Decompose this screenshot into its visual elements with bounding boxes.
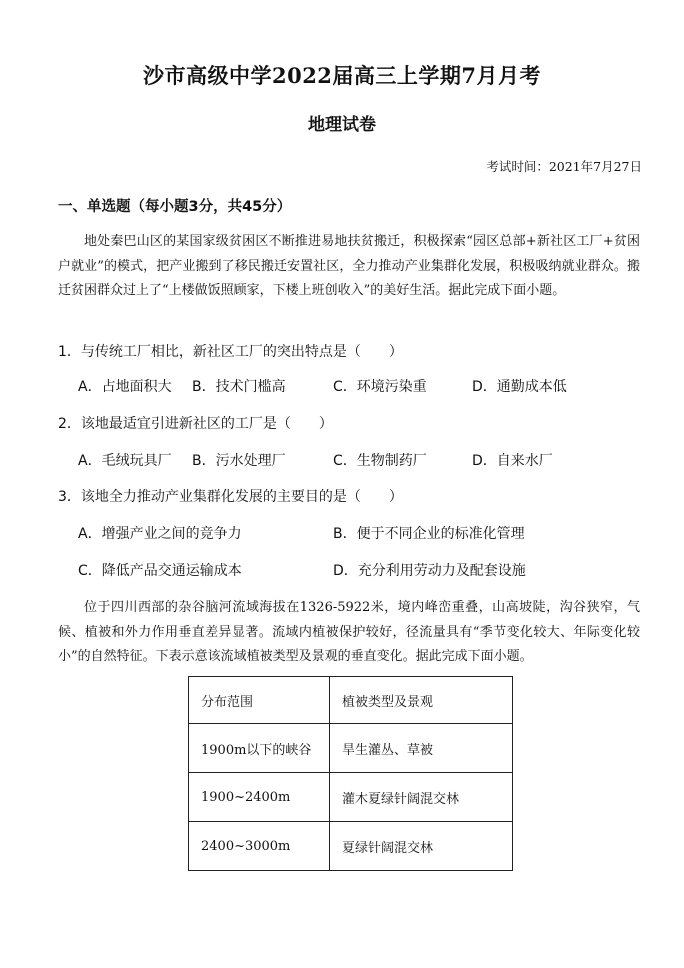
table-cell: 2400~3000m [189, 822, 330, 871]
table-cell: 灌木夏绿针阔混交林 [330, 773, 513, 822]
page-subtitle: 地理试卷 [308, 115, 376, 135]
question-1-stem: 1．与传统工厂相比，新社区工厂的突出特点是（ ） [58, 344, 403, 360]
question-3-option-c: C．降低产品交通运输成本 [78, 563, 242, 579]
passage-1: 地处秦巴山区的某国家级贫困区不断推进易地扶贫搬迁，积极探索“园区总部+新社区工厂+贫困户就业”的模式，把产业搬到了移民搬迁安置社区，全力推动产业集群化发展，积极吸纳就业群众。搬迁贫困群众过上了“上楼做饭照顾家，下楼上班创收入”的美好生活。据此完成下面小题。 [58, 234, 640, 298]
question-2-option-a: A．毛绒玩具厂 [78, 453, 172, 469]
section-heading: 一、单选题（每小题3分，共45分） [58, 199, 292, 215]
vegetation-table [188, 676, 513, 871]
question-3-stem: 3．该地全力推动产业集群化发展的主要目的是（ ） [58, 489, 403, 505]
question-2-option-b: B．污水处理厂 [192, 453, 286, 469]
table-row [189, 724, 513, 773]
question-1-option-b: B．技术门槛高 [192, 379, 286, 395]
question-3-option-b: B．便于不同企业的标准化管理 [333, 526, 525, 542]
table-row [189, 773, 513, 822]
table-cell: 1900~2400m [189, 773, 330, 822]
table-row [189, 822, 513, 871]
question-3-option-a: A．增强产业之间的竞争力 [78, 526, 242, 542]
question-3-option-d: D．充分利用劳动力及配套设施 [333, 563, 526, 579]
exam-time: 考试时间：2021年7月27日 [486, 159, 642, 174]
table-cell: 夏绿针阔混交林 [330, 822, 513, 871]
question-1-option-a: A．占地面积大 [78, 379, 172, 395]
table-header-cell: 植被类型及景观 [330, 677, 513, 724]
question-1-option-c: C．环境污染重 [333, 379, 427, 395]
question-1-option-d: D．通勤成本低 [472, 379, 567, 395]
table-cell: 1900m以下的峡谷 [189, 724, 330, 773]
table-header-cell: 分布范围 [189, 677, 330, 724]
page-title: 沙市高级中学2022届高三上学期7月月考 [142, 63, 542, 88]
table-header-row [189, 677, 513, 724]
question-2-option-d: D．自来水厂 [472, 453, 553, 469]
question-2-option-c: C．生物制药厂 [333, 453, 427, 469]
passage-2: 位于四川西部的杂谷脑河流域海拔在1326-5922米，境内峰峦重叠，山高坡陡，沟谷狭窄，气候、植被和外力作用垂直差异显著。流域内植被保护较好，径流量具有“季节变化较大、年际变化较小”的自然特征。下表示意该流域植被类型及景观的垂直变化。据此完成下面小题。 [58, 600, 640, 664]
question-2-stem: 2．该地最适宜引进新社区的工厂是（ ） [58, 416, 333, 432]
table-cell: 旱生灌丛、草被 [330, 724, 513, 773]
